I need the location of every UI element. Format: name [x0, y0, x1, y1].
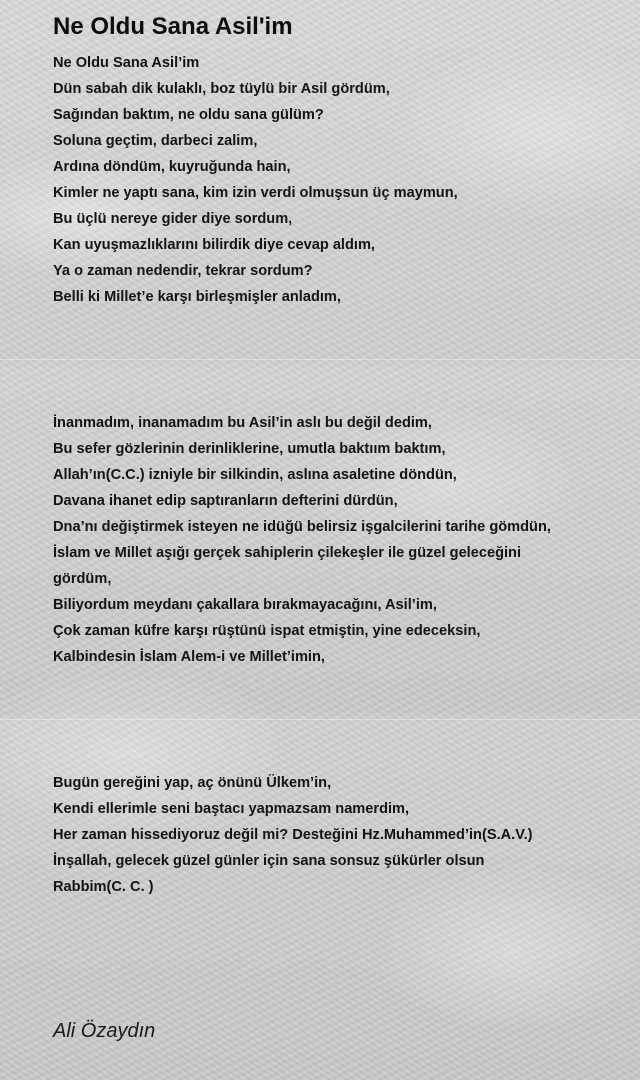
poem-title: Ne Oldu Sana Asil'im: [53, 13, 293, 40]
poem-line: Dün sabah dik kulaklı, boz tüylü bir Asil gördüm,: [53, 81, 390, 97]
poem-line: Rabbim(C. C. ): [53, 879, 154, 895]
panel-divider-2: [0, 719, 640, 720]
poem-line: İnşallah, gelecek güzel günler için sana sonsuz şükürler olsun: [53, 853, 485, 869]
stanza-3: [53, 770, 633, 900]
stanza-2: [53, 410, 633, 670]
poem-line: gördüm,: [53, 571, 112, 587]
poem-line: Kalbindesin İslam Alem-i ve Millet’imin,: [53, 649, 325, 665]
poem-line: Çok zaman küfre karşı rüştünü ispat etmiştin, yine edeceksin,: [53, 623, 481, 639]
poem-line: Ne Oldu Sana Asil’im: [53, 55, 200, 71]
poem-line: Her zaman hissediyoruz değil mi? Desteğini Hz.Muhammed’in(S.A.V.): [53, 827, 533, 843]
poem-line: Kan uyuşmazlıklarını bilirdik diye cevap aldım,: [53, 237, 375, 253]
poem-line: Soluna geçtim, darbeci zalim,: [53, 133, 258, 149]
poem-line: Belli ki Millet’e karşı birleşmişler anladım,: [53, 289, 341, 305]
poem-line: Dna’nı değiştirmek isteyen ne idüğü belirsiz işgalcilerini tarihe gömdün,: [53, 519, 551, 535]
poem-line: İslam ve Millet aşığı gerçek sahiplerin çilekeşler ile güzel geleceğini: [53, 545, 522, 561]
poem-line: Davana ihanet edip saptıranların defterini dürdün,: [53, 493, 398, 509]
poem-line: Kimler ne yaptı sana, kim izin verdi olmuşsun üç maymun,: [53, 185, 458, 201]
author-name: Ali Özaydın: [53, 1020, 156, 1042]
poem-line: Bugün gereğini yap, aç önünü Ülkem’in,: [53, 775, 332, 791]
poem-line: Ardına döndüm, kuyruğunda hain,: [53, 159, 291, 175]
poem-line: İnanmadım, inanamadım bu Asil’in aslı bu değil dedim,: [53, 415, 432, 431]
poem-line: Bu üçlü nereye gider diye sordum,: [53, 211, 293, 227]
poem-line: Ya o zaman nedendir, tekrar sordum?: [53, 263, 313, 279]
panel-divider-1: [0, 359, 640, 360]
poem-line: Bu sefer gözlerinin derinliklerine, umutla baktıım baktım,: [53, 441, 446, 457]
poem-line: Biliyordum meydanı çakallara bırakmayacağını, Asil’im,: [53, 597, 437, 613]
poem-line: Sağından baktım, ne oldu sana gülüm?: [53, 107, 324, 123]
stanza-1: [53, 50, 633, 310]
poem-line: Kendi ellerimle seni baştacı yapmazsam namerdim,: [53, 801, 410, 817]
poem-line: Allah’ın(C.C.) izniyle bir silkindin, aslına asaletine döndün,: [53, 467, 457, 483]
